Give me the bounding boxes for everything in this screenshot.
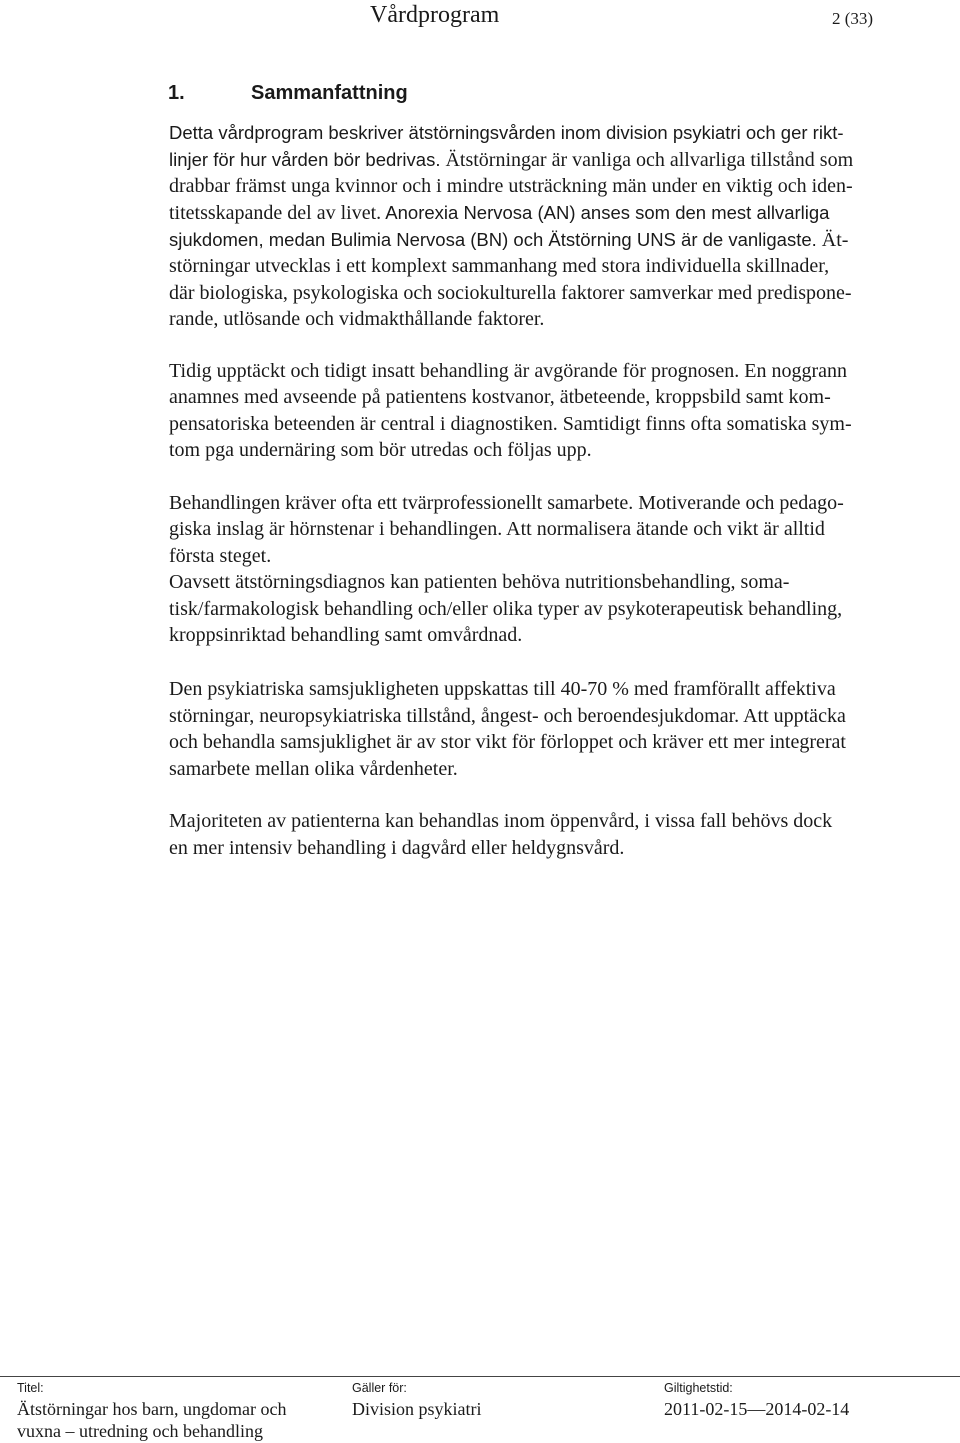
body-line: och behandla samsjuklighet är av stor vikt för förloppet och kräver ett mer integrerat xyxy=(169,731,846,753)
body-line: Detta vårdprogram beskriver ätstörningsvården inom division psykiatri och ger rikt- xyxy=(169,122,844,143)
body-line: tisk/farmakologisk behandling och/eller olika typer av psykoterapeutisk behandling, xyxy=(169,598,843,620)
page-number: 2 (33) xyxy=(832,9,874,28)
body-line: Majoriteten av patienterna kan behandlas inom öppenvård, i vissa fall behövs dock xyxy=(169,810,833,832)
body-line: pensatoriska beteenden är central i diagnostiken. Samtidigt finns ofta somatiska sym- xyxy=(169,413,852,435)
body-line: kroppsinriktad behandling samt omvårdnad. xyxy=(169,624,523,646)
body-line-segment: linjer för hur vården bör bedrivas. xyxy=(169,149,441,170)
body-line: där biologiska, psykologiska och sociokulturella faktorer samverkar med predispone- xyxy=(169,282,852,304)
section-title: Sammanfattning xyxy=(251,82,408,104)
body-line: störningar, neuropsykiatriska tillstånd, ångest- och beroendesjukdomar. Att upptäcka xyxy=(169,705,846,727)
footer-title-line1: Ätstörningar hos barn, ungdomar och xyxy=(17,1399,287,1419)
body-line: drabbar främst unga kvinnor och i mindre utsträckning män under en viktig och iden- xyxy=(169,175,853,197)
body-line: Oavsett ätstörningsdiagnos kan patienten behöva nutritionsbehandling, soma- xyxy=(169,571,790,593)
body-line: störningar utvecklas i ett komplext sammanhang med stora individuella skillnader, xyxy=(169,255,830,277)
footer-divider xyxy=(0,1376,960,1377)
body-line xyxy=(169,226,848,254)
footer-validity-label: Giltighetstid: xyxy=(664,1381,733,1395)
body-line xyxy=(169,199,829,227)
body-line-segment: Ätstörningar är vanliga och allvarliga tillstånd som xyxy=(440,149,854,171)
section-heading xyxy=(168,79,408,107)
body-line: rande, utlösande och vidmakthållande faktorer. xyxy=(169,308,545,330)
body-line: första steget. xyxy=(169,545,272,567)
footer-validity-value: 2011-02-15—2014-02-14 xyxy=(664,1399,850,1419)
body-line: Tidig upptäckt och tidigt insatt behandling är avgörande för prognosen. En noggrann xyxy=(169,360,848,382)
body-line: tom pga undernäring som bör utredas och följas upp. xyxy=(169,439,592,461)
body-line xyxy=(169,146,853,174)
footer-title-label: Titel: xyxy=(17,1381,44,1395)
body-line: anamnes med avseende på patientens kostvanor, ätbeteende, kroppsbild samt kom- xyxy=(169,386,831,408)
section-number: 1. xyxy=(168,82,185,104)
body-line: Den psykiatriska samsjukligheten uppskattas till 40-70 % med framförallt affektiva xyxy=(169,678,836,700)
document-header-title: Vårdprogram xyxy=(370,2,500,28)
body-line: giska inslag är hörnstenar i behandlingen. Att normalisera ätande och vikt är alltid xyxy=(169,518,825,540)
body-line: en mer intensiv behandling i dagvård eller heldygnsvård. xyxy=(169,837,625,859)
body-line-segment: Anorexia Nervosa (AN) anses som den mest allvarliga xyxy=(381,202,830,223)
footer-applies-value: Division psykiatri xyxy=(352,1399,482,1419)
body-line-segment: Ät- xyxy=(816,229,849,251)
footer-title-line2: vuxna – utredning och behandling xyxy=(17,1421,263,1441)
footer-applies-label: Gäller för: xyxy=(352,1381,407,1395)
body-line-segment: sjukdomen, medan Bulimia Nervosa (BN) och Ätstörning UNS är de vanligaste. xyxy=(169,229,817,250)
body-line: samarbete mellan olika vårdenheter. xyxy=(169,758,458,780)
body-line: Behandlingen kräver ofta ett tvärprofessionellt samarbete. Motiverande och pedago- xyxy=(169,492,844,514)
body-line-segment: titetsskapande del av livet. xyxy=(169,202,382,224)
